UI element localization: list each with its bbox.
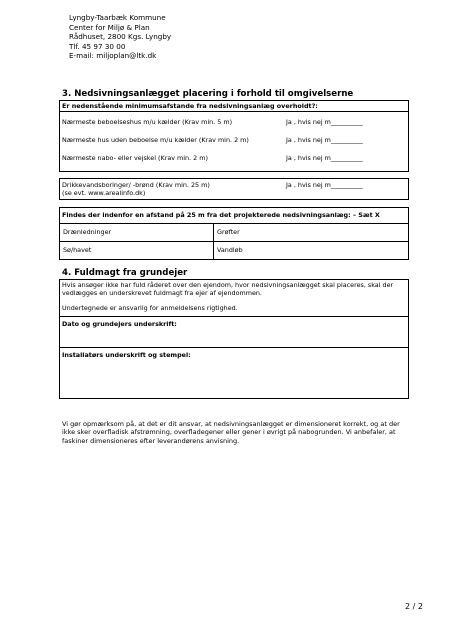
- address-line: Rådhuset, 2800 Kgs. Lyngby: [69, 32, 172, 42]
- address-line: Tlf. 45 97 30 00: [69, 41, 126, 51]
- checkbox-cell-vandloeb[interactable]: Vandløb: [217, 246, 243, 254]
- drinking-water-label: Drikkevandsboringer/ -brønd (Krav min. 25 m): [62, 181, 210, 189]
- checkbox-cell-draenledninger[interactable]: Drænledninger: [63, 228, 112, 236]
- drinking-water-box: [59, 178, 409, 200]
- address-line: Center for Miljø & Plan: [69, 22, 150, 32]
- address-email: E-mail: miljoplan@ltk.dk: [69, 51, 157, 61]
- footer-note: Vi gør opmærksom på, at det er dit ansvar, at nedsivningsanlægget er dimensioneret korrekt, og at der ikke sker overfladisk afstrømning, overfladegener eller gener i øvrigt på nabogrunden. Vi anbefaler, at faskiner dimensioneres efter leverandørens anvisning.: [62, 420, 400, 445]
- distance-label: Nærmeste hus uden beboelse m/u kælder (Krav min. 2 m): [62, 136, 249, 144]
- distance-label: Nærmeste beboelseshus m/u kælder (Krav min. 5 m): [62, 118, 233, 126]
- owner-signature-field[interactable]: [60, 330, 408, 347]
- divider: [60, 316, 408, 317]
- divider: [60, 347, 408, 348]
- within-25m-header: Findes der indenfor en afstand på 25 m fra det projekterede nedsivningsanlæg: – Sæt X: [62, 211, 380, 219]
- distance-answer[interactable]: Ja , hvis nej m__________: [286, 136, 363, 144]
- section-4-title: 4. Fuldmagt fra grundejer: [62, 268, 188, 278]
- owner-signature-label: Dato og grundejers underskrift:: [62, 320, 177, 328]
- distance-question: Er nedenstående minimumsafstande fra nedsivningsanlæg overholdt?:: [62, 102, 318, 110]
- distance-table: [59, 100, 409, 172]
- distance-answer[interactable]: Ja , hvis nej m__________: [286, 154, 363, 162]
- divider: [60, 111, 408, 112]
- power-of-attorney-box: [59, 279, 409, 399]
- distance-answer[interactable]: Ja , hvis nej m__________: [286, 118, 363, 126]
- checkbox-cell-soe-havet[interactable]: Sø/havet: [63, 246, 92, 254]
- divider: [60, 223, 408, 224]
- checkbox-cell-groefter[interactable]: Grøfter: [217, 228, 240, 236]
- installer-signature-label: Installatørs underskrift og stempel:: [62, 351, 191, 359]
- column-divider: [213, 223, 214, 260]
- divider: [60, 241, 408, 242]
- page-number: 2 / 2: [405, 602, 423, 611]
- installer-signature-field[interactable]: [60, 361, 408, 398]
- municipality-address: [69, 13, 171, 61]
- drinking-water-answer[interactable]: Ja , hvis nej m__________: [286, 181, 363, 189]
- power-of-attorney-text: [62, 281, 406, 313]
- responsibility-statement: Undertegnede er ansvarlig for anmeldelsens rigtighed.: [62, 304, 238, 313]
- drinking-water-note: (se evt. www.arealinfo.dk): [62, 189, 146, 197]
- within-25m-table: [59, 207, 409, 260]
- section-3-title: 3. Nedsivningsanlægget placering i forhold til omgivelserne: [62, 89, 354, 99]
- address-line: Lyngby-Taarbæk Kommune: [69, 13, 166, 22]
- distance-label: Nærmeste nabo- eller vejskel (Krav min. 2 m): [62, 154, 208, 162]
- attorney-paragraph: Hvis ansøger ikke har fuld råderet over den ejendom, hvor nedsivningsanlægget skal placeres, skal der vedlægges en underskrevet fuldmagt fra ejer af ejendommen.: [62, 281, 394, 298]
